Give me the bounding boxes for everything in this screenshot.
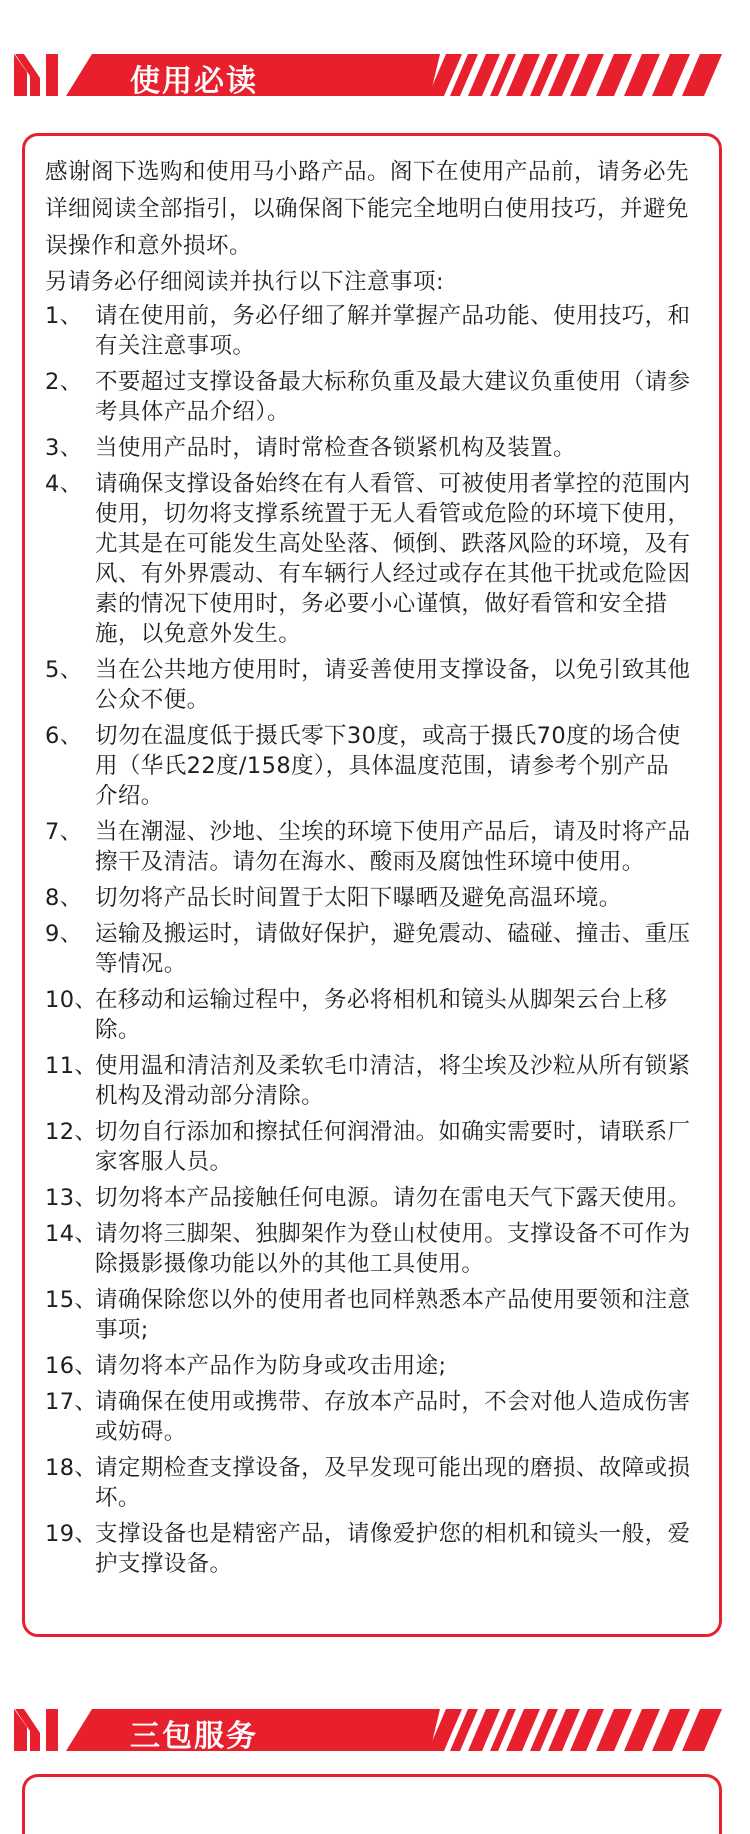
item-text: 请勿将本产品作为防身或攻击用途; [95,1353,447,1379]
list-item [45,985,691,1045]
item-text: 当使用产品时，请时常检查各锁紧机构及装置。 [95,435,576,461]
list-item [45,883,691,913]
list-item [45,817,691,877]
item-text: 不要超过支撑设备最大标称负重及最大建议负重使用（请参考具体产品介绍）。 [95,369,691,425]
intro-paragraph: 感谢阁下选购和使用马小路产品。阁下在使用产品前，请务必先详细阅读全部指引，以确保阁下能完全地明白使用技巧，并避免误操作和意外损坏。 [45,159,690,259]
item-number: 3、 [45,435,83,461]
item-number: 12、 [45,1119,98,1145]
item-text: 运输及搬运时，请做好保护，避免震动、磕碰、撞击、重压等情况。 [95,921,691,977]
item-text: 切勿将产品长时间置于太阳下曝晒及避免高温环境。 [95,885,622,911]
brand-logo-icon [14,1709,58,1751]
item-text: 请确保除您以外的使用者也同样熟悉本产品使用要领和注意事项; [95,1287,691,1343]
item-number: 6、 [45,723,83,749]
list-item [45,469,691,649]
section-header-warranty [0,1707,750,1767]
item-text: 切勿将本产品接触任何电源。请勿在雷电天气下露天使用。 [95,1185,691,1211]
list-item [45,1051,691,1111]
item-number: 19、 [45,1521,98,1547]
list-item [45,919,691,979]
item-number: 9、 [45,921,83,947]
list-item [45,721,691,811]
list-item [45,433,691,463]
item-text: 请在使用前，务必仔细了解并掌握产品功能、使用技巧，和有关注意事项。 [95,303,691,359]
brand-logo-icon [14,54,58,96]
section-title: 使用必读 [130,64,258,99]
notice-card [22,133,722,1637]
list-item [45,1453,691,1513]
item-number: 8、 [45,885,83,911]
item-text: 切勿自行添加和擦拭任何润滑油。如确实需要时，请联系厂家客服人员。 [95,1119,691,1175]
item-number: 5、 [45,657,83,683]
item-text: 请勿将三脚架、独脚架作为登山杖使用。支撑设备不可作为除摄影摄像功能以外的其他工具使用。 [95,1221,691,1277]
header-banner-graphic [0,52,750,98]
item-number: 15、 [45,1287,98,1313]
list-item [45,301,691,361]
item-number: 16、 [45,1353,98,1379]
list-item [45,1351,691,1381]
item-number: 1、 [45,303,83,329]
item-text: 请定期检查支撑设备，及早发现可能出现的磨损、故障或损坏。 [95,1455,691,1511]
intro-instruction: 另请务必仔细阅读并执行以下注意事项: [45,269,445,295]
item-number: 11、 [45,1053,98,1079]
item-number: 2、 [45,369,83,395]
notice-list [45,301,691,1579]
item-text: 切勿在温度低于摄氏零下30度，或高于摄氏70度的场合使用（华氏22度/158度），具体温度范围，请参考个别产品介绍。 [95,723,681,809]
list-item [45,1387,691,1447]
item-number: 17、 [45,1389,98,1415]
list-item [45,367,691,427]
list-item [45,1519,691,1579]
item-number: 18、 [45,1455,98,1481]
section-header-usage [0,52,750,112]
item-number: 7、 [45,819,83,845]
item-text: 请确保支撑设备始终在有人看管、可被使用者掌控的范围内使用，切勿将支撑系统置于无人看管或危险的环境下使用，尤其是在可能发生高处坠落、倾倒、跌落风险的环境，及有风、有外界震动、有车辆行人经过或存在其他干扰或危险因素的情况下使用时，务必要小心谨慎，做好看管和安全措施，以免意外发生。 [95,471,691,647]
list-item [45,655,691,715]
item-text: 使用温和清洁剂及柔软毛巾清洁，将尘埃及沙粒从所有锁紧机构及滑动部分清除。 [95,1053,691,1109]
list-item [45,1219,691,1279]
item-text: 在移动和运输过程中，务必将相机和镜头从脚架云台上移除。 [95,987,668,1043]
header-banner-graphic [0,1707,750,1753]
item-text: 支撑设备也是精密产品，请像爱护您的相机和镜头一般，爱护支撑设备。 [95,1521,691,1577]
list-item [45,1183,691,1213]
section-title: 三包服务 [130,1719,258,1754]
item-text: 当在公共地方使用时，请妥善使用支撑设备，以免引致其他公众不便。 [95,657,691,713]
list-item [45,1285,691,1345]
list-item [45,1117,691,1177]
item-number: 4、 [45,471,83,497]
item-text: 当在潮湿、沙地、尘埃的环境下使用产品后，请及时将产品擦干及清洁。请勿在海水、酸雨及腐蚀性环境中使用。 [95,819,691,875]
item-number: 10、 [45,987,98,1013]
item-number: 13、 [45,1185,98,1211]
warranty-card [22,1774,722,1834]
item-text: 请确保在使用或携带、存放本产品时，不会对他人造成伤害或妨碍。 [95,1389,691,1445]
item-number: 14、 [45,1221,98,1247]
